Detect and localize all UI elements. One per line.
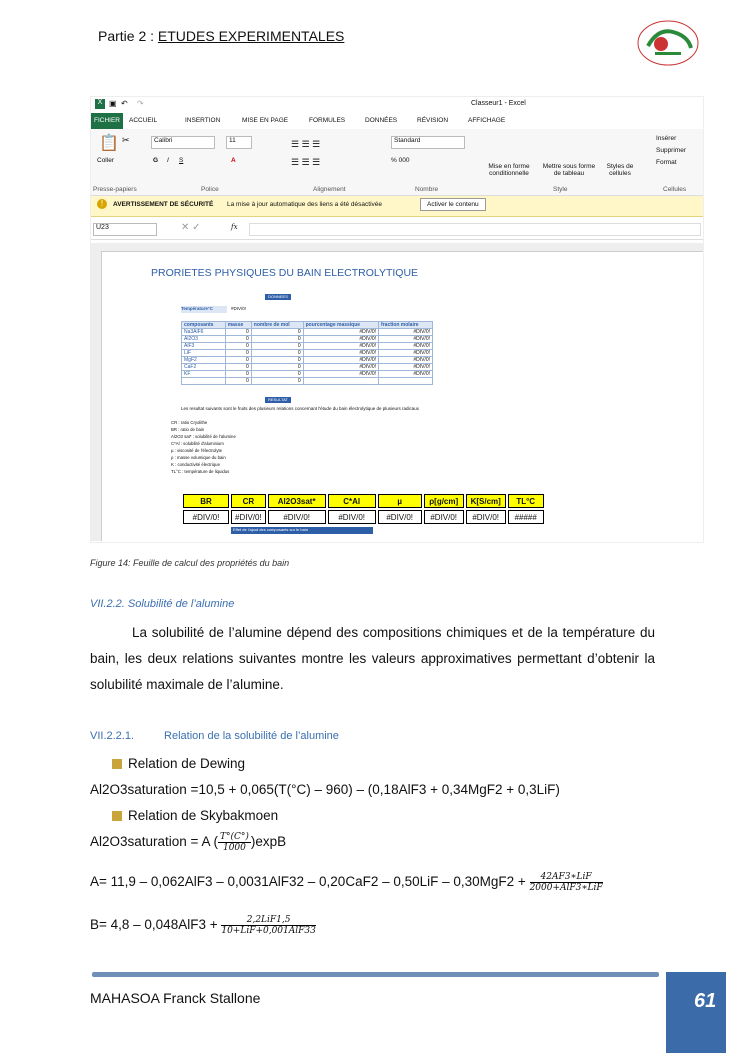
enable-content-button[interactable]: Activer le contenu	[420, 198, 486, 211]
paste-icon[interactable]: 📋	[99, 135, 119, 152]
font-color-button[interactable]: A	[231, 157, 236, 164]
group-label: Police	[201, 186, 219, 193]
bullet-icon	[112, 759, 122, 769]
conditional-format-button[interactable]: Mise en forme conditionnelle	[488, 163, 530, 177]
page-header: Partie 2 : ETUDES EXPERIMENTALES	[98, 28, 345, 44]
results-table: BR CR Al2O3sat* C*Al µ ρ[g/cm] K[S/cm] TL°C #DIV/0! #DIV/0! #DIV/0! #DIV/0! #DIV/0! #DIV/0! #DIV/0! #####	[181, 492, 546, 526]
subsection-heading: VII.2.2.1. Relation de la solubilité de l’alumine	[90, 730, 339, 742]
row-headers	[91, 251, 102, 541]
bullet-skybakmoen: Relation de Skybakmoen	[112, 808, 278, 823]
table-row: KF 0 0 #DIV/0! #DIV/0!	[182, 371, 433, 378]
bold-button[interactable]: G	[153, 157, 159, 164]
group-label: Alignement	[313, 186, 346, 193]
section-heading: VII.2.2. Solubilité de l’alumine	[90, 598, 235, 610]
tab-donnees[interactable]: DONNÉES	[365, 117, 398, 124]
percent-button[interactable]: % 000	[391, 157, 410, 164]
equation-a: A= 11,9 – 0,062AlF3 – 0,0031AlF32 – 0,20CaF2 – 0,50LiF – 0,30MgF2 + $\frac{\text{42AF3∗LiF}}{\text{2000+AlF3∗LiF}}$	[90, 872, 603, 893]
cut-icon[interactable]: ✂	[122, 135, 130, 145]
undo-icon[interactable]: ↶	[121, 99, 128, 108]
align-icons-2[interactable]: ☰ ☰ ☰	[291, 157, 321, 167]
formula-bar	[91, 219, 703, 240]
excel-screenshot	[90, 96, 704, 543]
fx-icon: fx	[231, 223, 238, 231]
spreadsheet-grid[interactable]	[91, 243, 703, 543]
footer-rule	[92, 972, 659, 977]
align-icons[interactable]: ☰ ☰ ☰	[291, 139, 321, 149]
tab-fichier[interactable]: FICHIER	[91, 113, 123, 129]
bullet-dewing: Relation de Dewing	[112, 756, 245, 771]
donnees-label: DONNEES	[265, 294, 291, 300]
window-title: Classeur1 - Excel	[471, 100, 526, 107]
page-number: 61	[694, 990, 717, 1012]
ribbon-tabs	[91, 113, 703, 130]
temp-label: Température°C	[181, 306, 227, 313]
cancel-icon[interactable]: ✕ ✓	[181, 222, 201, 233]
excel-icon: X	[95, 99, 105, 109]
header-title: ETUDES EXPERIMENTALES	[157, 28, 345, 44]
temp-value: #DIV/0!	[231, 306, 247, 311]
equation-dewing: Al2O3saturation =10,5 + 0,065(T(°C) – 960) – (0,18AlF3 + 0,34MgF2 + 0,3LiF)	[90, 782, 560, 797]
tab-affichage[interactable]: AFFICHAGE	[468, 117, 506, 124]
warning-icon: !	[97, 199, 107, 209]
delete-button[interactable]: Supprimer	[656, 147, 686, 154]
paragraph: La solubilité de l’alumine dépend des compositions chimiques et de la température du bain, les deux relations suivantes montre les valeurs approximatives permettant d’obtenir la solubilité maximale de l’alumine.	[90, 625, 655, 692]
equation-b: B= 4,8 – 0,048AlF3 + $\frac{\text{2,2LiF1,5}}{\text{10+LiF+0,001AlF33}}$	[90, 915, 316, 936]
page-number-box	[666, 972, 726, 1053]
format-button[interactable]: Format	[656, 159, 677, 166]
group-label: Cellules	[663, 186, 687, 193]
effet-label: Effet de l'ajout des composants sur le bain	[231, 527, 373, 534]
tab-insertion[interactable]: INSERTION	[185, 117, 221, 124]
cell-styles-button[interactable]: Styles de cellules	[606, 163, 634, 177]
bullet-icon	[112, 811, 122, 821]
resultat-label: RESULTAT	[265, 397, 291, 403]
table-row: Al2O3 0 0 #DIV/0! #DIV/0!	[182, 336, 433, 343]
figure-caption: Figure 14: Feuille de calcul des propriétés du bain	[90, 558, 290, 568]
security-warning-bar: ! AVERTISSEMENT DE SÉCURITÉ La mise à jour automatique des liens a été désactivée Activer le contenu	[91, 196, 703, 217]
table-row: MgF2 0 0 #DIV/0! #DIV/0!	[182, 357, 433, 364]
institution-logo	[633, 18, 703, 68]
legend-list: CR : ratio Cryolithe BR : ratio de bain Al2O3 sat* : solubilité de l'alumine C*Al : solubilité d'aluminium µ : viscosité de l'électrolyte ρ : masse volumique du bain K : conductivité électrique TL°C : température de liquidus	[171, 420, 236, 474]
tab-revision[interactable]: RÉVISION	[417, 117, 449, 124]
save-icon[interactable]: ▣	[109, 99, 117, 108]
group-label: Nombre	[415, 186, 439, 193]
group-label: Style	[553, 186, 568, 193]
sheet-title: PRORIETES PHYSIQUES DU BAIN ELECTROLYTIQUE	[151, 267, 419, 279]
table-row: CaF2 0 0 #DIV/0! #DIV/0!	[182, 364, 433, 371]
tab-accueil[interactable]: ACCUEIL	[129, 117, 158, 124]
footer-author: MAHASOA Franck Stallone	[90, 990, 261, 1006]
table-row: LiF 0 0 #DIV/0! #DIV/0!	[182, 350, 433, 357]
excel-titlebar	[91, 97, 703, 113]
paste-button[interactable]: Coller	[97, 157, 114, 164]
italic-button[interactable]: I	[167, 157, 169, 164]
table-row: AlF3 0 0 #DIV/0! #DIV/0!	[182, 343, 433, 350]
components-table: composants masse nombre de mol pourcentage massique fraction molaire Na3AlF6 0 0 #DIV/0! #DIV/0! Al2O3 0 0 #DIV/0! #DIV/0! AlF3 0 0 #DIV/0! #DIV/0! LiF 0 0 #DIV/0! #DIV/0! MgF2 0 0 #DIV/0! #DIV/0! CaF2 0 0 #DIV/0! #DIV/0! KF 0 0 #DIV/0! #DIV/0! 0 0	[181, 321, 433, 385]
table-row: Na3AlF6 0 0 #DIV/0! #DIV/0!	[182, 329, 433, 336]
tab-mise-en-page[interactable]: MISE EN PAGE	[242, 117, 289, 124]
number-format-select[interactable]: Standard	[391, 136, 465, 149]
ribbon	[91, 129, 703, 196]
insert-button[interactable]: Insérer	[656, 135, 677, 142]
name-box[interactable]: U23	[93, 223, 157, 236]
column-headers	[91, 243, 703, 252]
table-row: 0 0	[182, 378, 433, 385]
group-label: Presse-papiers	[93, 186, 137, 193]
redo-icon[interactable]: ↷	[137, 99, 144, 108]
font-size-select[interactable]: 11	[226, 136, 252, 149]
formula-input[interactable]	[249, 223, 701, 236]
equation-skybakmoen: Al2O3saturation = A ( $\frac{T^\circ(C^\circ)}{1000}$ )expB	[90, 832, 287, 853]
format-table-button[interactable]: Mettre sous forme de tableau	[542, 163, 596, 177]
tab-formules[interactable]: FORMULES	[309, 117, 346, 124]
result-note: Les resultat suivants sont le fruits des plusieurs relations concernant l'étude du bain électrolytique de plusieurs radicaux	[181, 406, 419, 411]
underline-button[interactable]: S	[179, 157, 184, 164]
font-select[interactable]: Calibri	[151, 136, 215, 149]
